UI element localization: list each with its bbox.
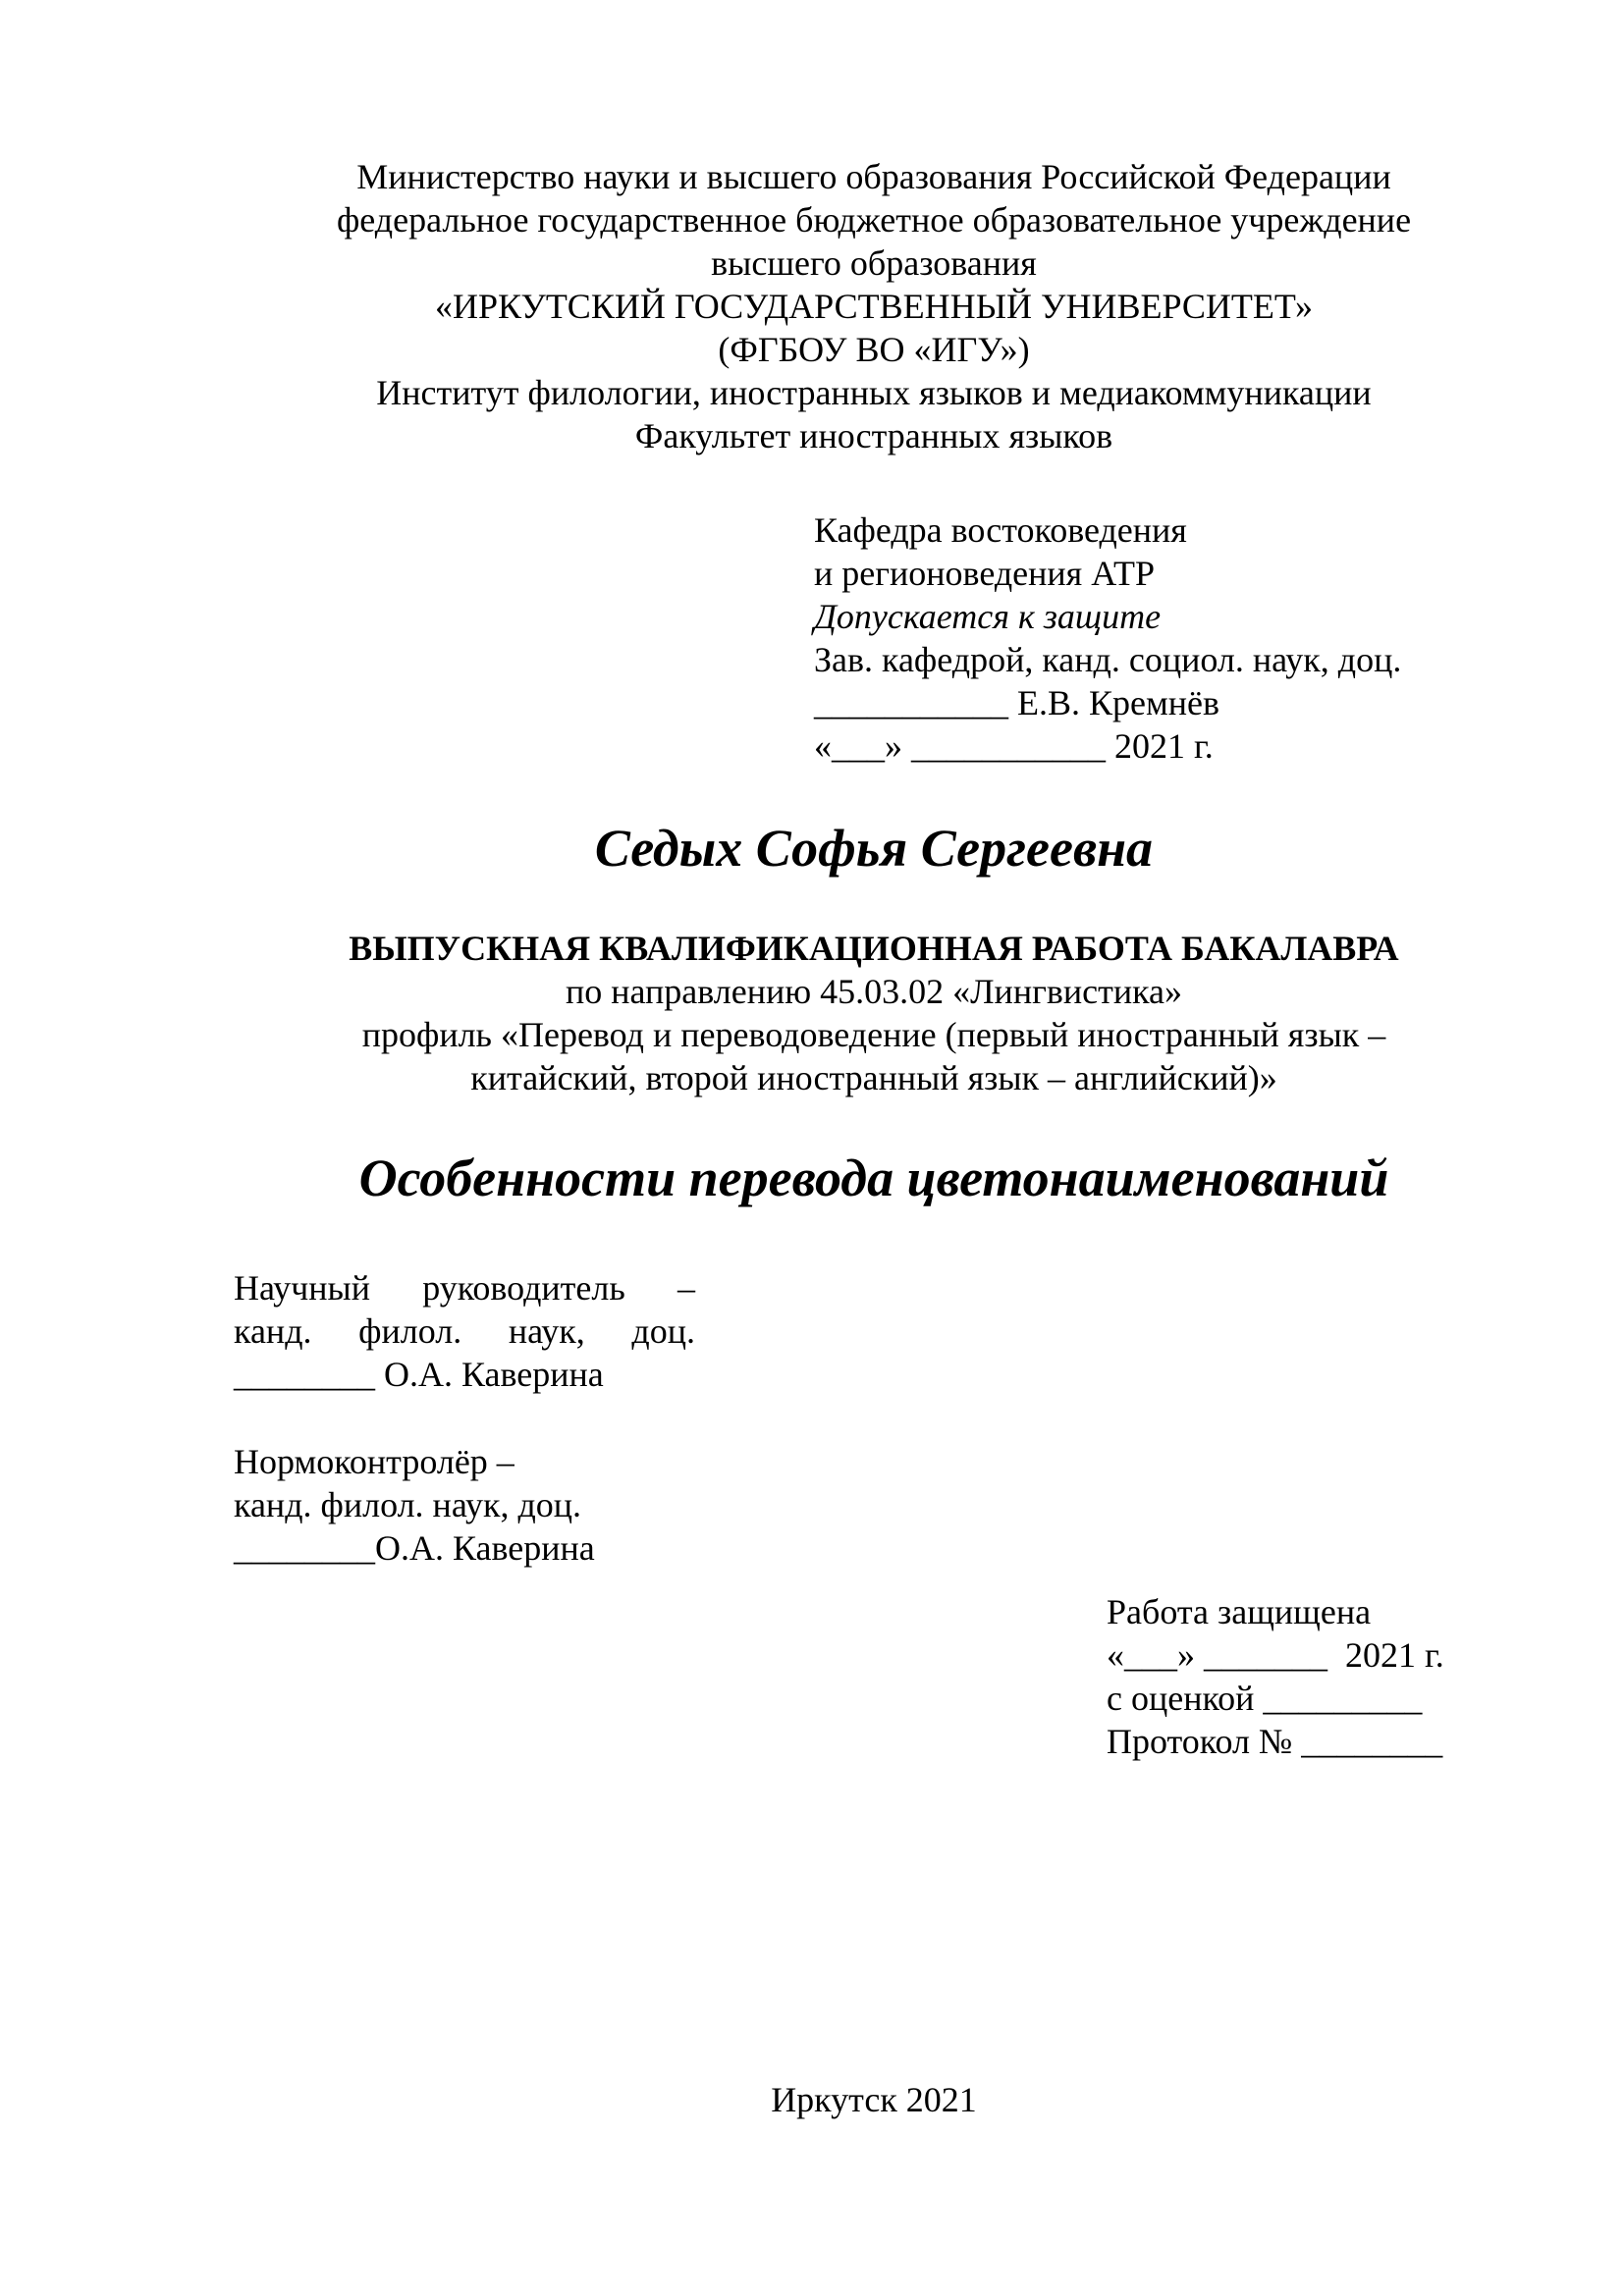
author-name: Седых Софья Сергеевна bbox=[594, 819, 1154, 878]
department-head-title: Зав. кафедрой, канд. социол. наук, доц. bbox=[814, 640, 1402, 679]
university-abbr-line: (ФГБОУ ВО «ИГУ») bbox=[718, 330, 1030, 369]
department-line-1: Кафедра востоковедения bbox=[814, 510, 1187, 550]
defense-line-1: Работа защищена bbox=[1107, 1592, 1372, 1631]
defense-block bbox=[1107, 1590, 1499, 1763]
ministry-line: Министерство науки и высшего образования Российской Федерации bbox=[356, 157, 1391, 196]
normcontroller-line-1: Нормоконтролёр – bbox=[234, 1442, 514, 1481]
work-direction: по направлению 45.03.02 «Лингвистика» bbox=[565, 972, 1183, 1011]
work-type: ВЫПУСКНАЯ КВАЛИФИКАЦИОННАЯ РАБОТА БАКАЛАВРА bbox=[349, 929, 1399, 968]
defense-protocol-line: Протокол № ________ bbox=[1107, 1722, 1443, 1761]
department-date-line: «___» ___________ 2021 г. bbox=[814, 726, 1214, 766]
faculty-line: Факультет иностранных языков bbox=[634, 416, 1113, 455]
education-level-line: высшего образования bbox=[711, 243, 1037, 283]
admission-line: Допускается к защите bbox=[814, 597, 1162, 636]
supervisor-line-2: канд. филол. наук, доц. bbox=[234, 1311, 695, 1351]
work-description bbox=[236, 927, 1512, 1099]
work-profile-line-1: профиль «Перевод и переводоведение (первый иностранный язык – bbox=[361, 1015, 1386, 1054]
supervisor-line-1: Научный руководитель – bbox=[234, 1268, 695, 1308]
department-block bbox=[814, 508, 1560, 768]
institute-line: Институт филологии, иностранных языков и медиакоммуникации bbox=[376, 373, 1372, 412]
institution-header bbox=[236, 155, 1512, 457]
work-profile-line-2: китайский, второй иностранный язык – английский)» bbox=[470, 1058, 1277, 1097]
defense-date-line: «___» _______ 2021 г. bbox=[1107, 1635, 1444, 1675]
supervisor-signature: ________ О.А. Каверина bbox=[234, 1355, 604, 1394]
normcontroller-line-2: канд. филол. наук, доц. bbox=[234, 1485, 582, 1524]
normcontroller-block bbox=[234, 1440, 823, 1570]
supervisor-block bbox=[234, 1266, 695, 1396]
defense-grade-line: с оценкой _________ bbox=[1107, 1679, 1423, 1718]
thesis-topic: Особенности перевода цветонаименований bbox=[358, 1148, 1389, 1207]
normcontroller-signature: ________О.А. Каверина bbox=[234, 1528, 595, 1568]
department-line-2: и регионоведения АТР bbox=[814, 554, 1156, 593]
city-year: Иркутск 2021 bbox=[771, 2080, 977, 2119]
department-head-signature: ___________ Е.В. Кремнёв bbox=[814, 683, 1220, 722]
institution-type-line: федеральное государственное бюджетное образовательное учреждение bbox=[336, 200, 1412, 240]
university-name-line: «ИРКУТСКИЙ ГОСУДАРСТВЕННЫЙ УНИВЕРСИТЕТ» bbox=[435, 287, 1313, 326]
